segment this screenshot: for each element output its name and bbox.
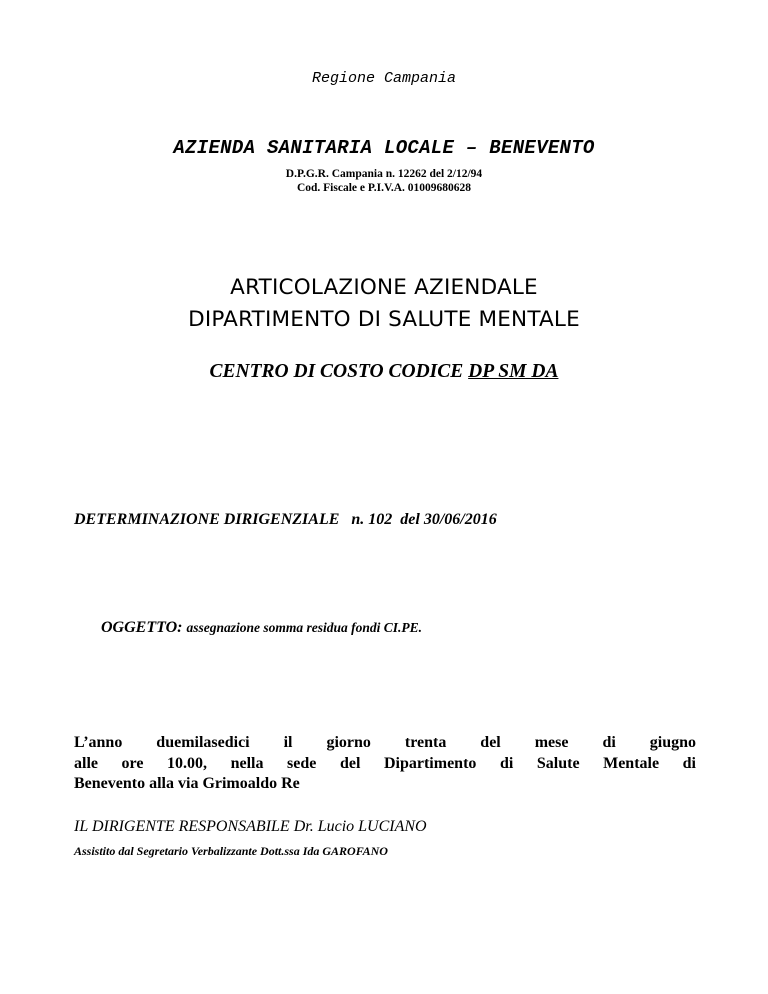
region-name: Regione Campania <box>311 70 457 87</box>
segretario-line: Assistito dal Segretario Verbalizzante Dott.ssa Ida GAROFANO <box>74 844 388 858</box>
cost-center <box>0 361 768 383</box>
asl-title: AZIENDA SANITARIA LOCALE – BENEVENTO <box>173 137 595 159</box>
decree-info <box>0 167 768 195</box>
dirigente-line <box>74 818 427 836</box>
determination-title: DETERMINAZIONE DIRIGENZIALE n. 102 del 30/06/2016 <box>74 511 497 528</box>
preamble-line: alle ore 10.00, nella sede del Dipartimento di Salute Mentale di <box>74 754 696 772</box>
articolazione-heading <box>0 272 768 336</box>
preamble-paragraph <box>74 733 696 795</box>
dipartimento-line: DIPARTIMENTO DI SALUTE MENTALE <box>188 307 580 332</box>
cost-center-code: DP SM DA <box>468 361 559 382</box>
subject-label: OGGETTO: <box>101 619 183 636</box>
preamble-line: L’anno duemilasedici il giorno trenta del mese di giugno <box>74 734 696 751</box>
cost-center-label: CENTRO DI COSTO CODICE <box>209 361 469 382</box>
preamble-line: Benevento alla via Grimoaldo Re <box>74 775 300 792</box>
subject <box>101 619 422 637</box>
articolazione-line: ARTICOLAZIONE AZIENDALE <box>230 275 538 300</box>
tax-code: Cod. Fiscale e P.I.V.A. 01009680628 <box>296 182 472 194</box>
subject-value: assegnazione somma residua fondi CI.PE. <box>186 620 423 635</box>
decree-reference: D.P.G.R. Campania n. 12262 del 2/12/94 <box>285 168 483 180</box>
dirigente-name: Dr. Lucio LUCIANO <box>293 818 427 835</box>
dirigente-role: IL DIRIGENTE RESPONSABILE <box>74 818 294 835</box>
